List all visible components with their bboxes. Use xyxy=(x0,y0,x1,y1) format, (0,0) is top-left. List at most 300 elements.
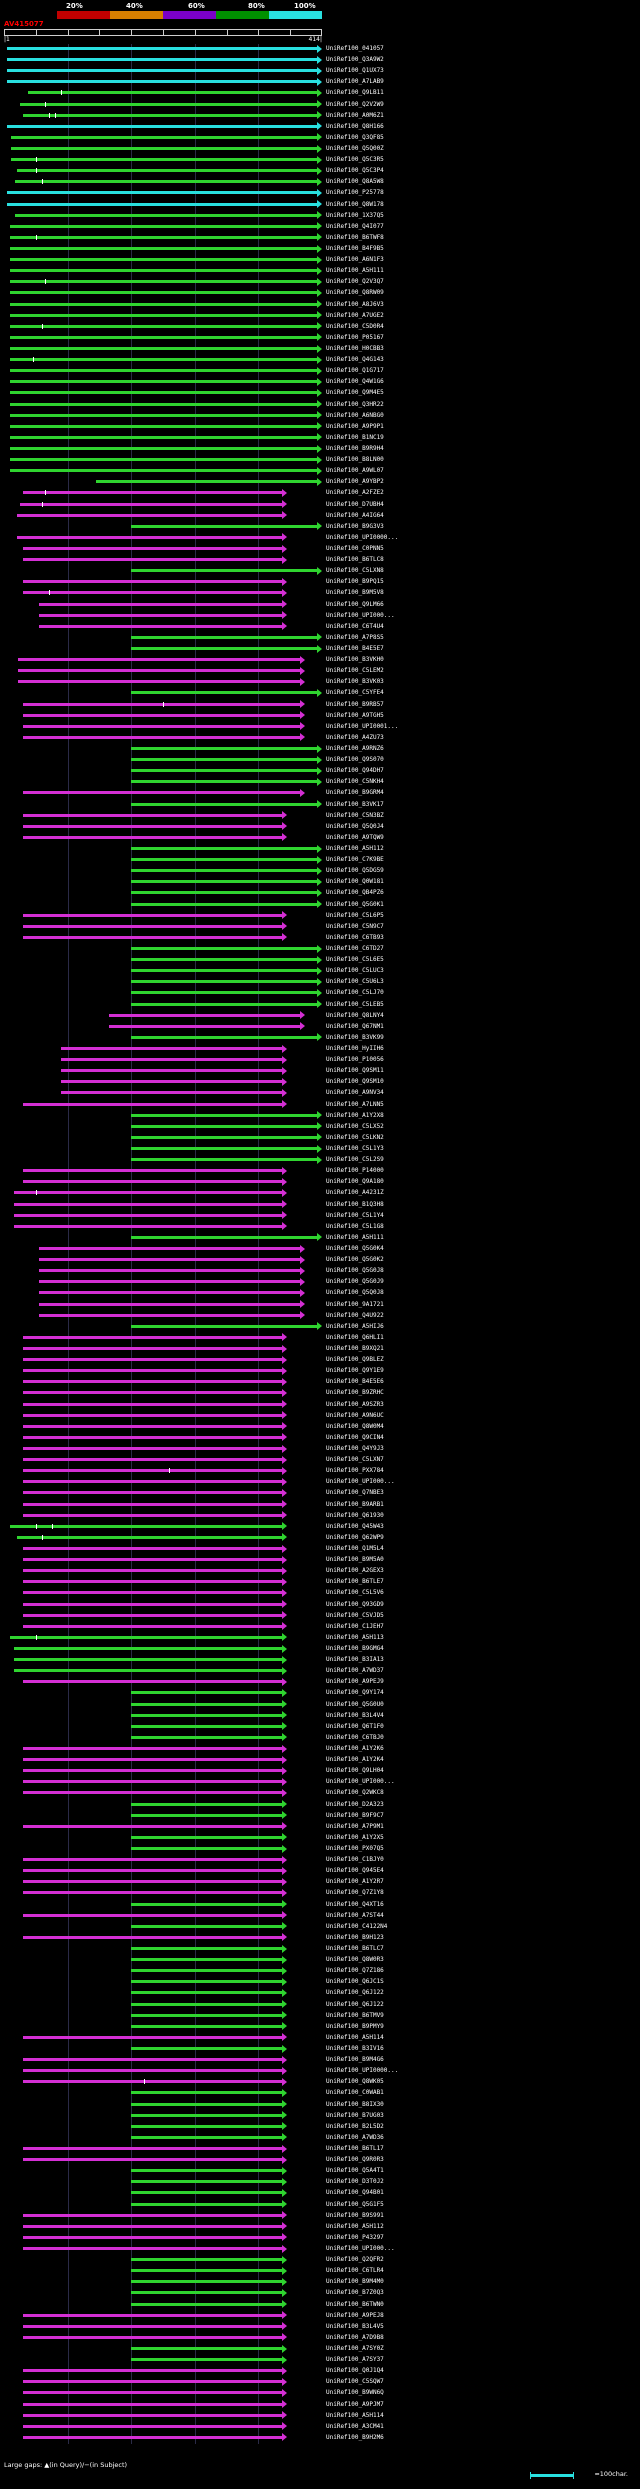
hit-label[interactable]: UniRef100_Q9R0R3 xyxy=(326,2156,384,2164)
hit-row[interactable] xyxy=(4,888,322,897)
hit-label[interactable]: UniRef100_B9R9H4 xyxy=(326,445,384,452)
hit-label[interactable]: UniRef100_B9G3V3 xyxy=(326,522,384,530)
hit-alignment-bar[interactable] xyxy=(131,2125,282,2128)
hit-row[interactable] xyxy=(4,388,322,397)
hit-label[interactable]: UniRef100_C5L1Y3 xyxy=(326,1145,384,1152)
hit-alignment-bar[interactable] xyxy=(131,1003,317,1006)
hit-alignment-bar[interactable] xyxy=(23,2325,282,2328)
hit-row[interactable] xyxy=(4,511,322,520)
hit-label[interactable]: UniRef100_A5H114 xyxy=(326,2411,384,2419)
hit-label[interactable]: UniRef100_Q9Y174 xyxy=(326,1689,384,1697)
hit-row[interactable] xyxy=(4,1622,322,1631)
hit-label[interactable]: UniRef100_B9H123 xyxy=(326,1933,384,1941)
hit-row[interactable] xyxy=(4,2100,322,2109)
hit-label[interactable]: UniRef100_A9SZR3 xyxy=(326,1400,384,1408)
hit-row[interactable] xyxy=(4,833,322,842)
hit-row[interactable] xyxy=(4,2033,322,2042)
hit-alignment-bar[interactable] xyxy=(23,558,282,561)
hit-alignment-bar[interactable] xyxy=(14,1669,283,1672)
hit-alignment-bar[interactable] xyxy=(131,2203,282,2206)
hit-alignment-bar[interactable] xyxy=(10,358,318,361)
hit-row[interactable] xyxy=(4,1955,322,1964)
hit-label[interactable]: UniRef100_Q4Y9J3 xyxy=(326,1445,384,1452)
hit-row[interactable] xyxy=(4,722,322,731)
hit-label[interactable]: UniRef100_A1Y2X5 xyxy=(326,1833,384,1841)
hit-alignment-bar[interactable] xyxy=(131,1714,282,1717)
hit-label[interactable]: UniRef100_Q2QFR2 xyxy=(326,2256,384,2264)
hit-row[interactable] xyxy=(4,1777,322,1786)
hit-alignment-bar[interactable] xyxy=(23,1491,282,1494)
hit-alignment-bar[interactable] xyxy=(61,1091,282,1094)
hit-alignment-bar[interactable] xyxy=(131,880,317,883)
hit-row[interactable] xyxy=(4,344,322,353)
hit-row[interactable] xyxy=(4,800,322,809)
hit-alignment-bar[interactable] xyxy=(131,2169,282,2172)
hit-row[interactable] xyxy=(4,2244,322,2253)
hit-row[interactable] xyxy=(4,977,322,986)
hit-alignment-bar[interactable] xyxy=(131,769,317,772)
hit-alignment-bar[interactable] xyxy=(131,2291,282,2294)
hit-label[interactable]: UniRef100_A5H111 xyxy=(326,267,384,275)
hit-label[interactable]: UniRef100_B6TMV9 xyxy=(326,2011,384,2019)
hit-label[interactable]: UniRef100_C5NKH4 xyxy=(326,778,384,786)
hit-alignment-bar[interactable] xyxy=(10,258,318,261)
hit-alignment-bar[interactable] xyxy=(39,625,282,628)
hit-label[interactable]: UniRef100_Q4U922 xyxy=(326,1311,384,1319)
hit-row[interactable] xyxy=(4,2288,322,2297)
hit-alignment-bar[interactable] xyxy=(7,47,317,50)
hit-label[interactable]: UniRef100_B6TL17 xyxy=(326,2145,384,2152)
hit-alignment-bar[interactable] xyxy=(131,1736,282,1739)
hit-alignment-bar[interactable] xyxy=(23,1614,282,1617)
hit-alignment-bar[interactable] xyxy=(131,1114,317,1117)
hit-label[interactable]: UniRef100_1X37Q5 xyxy=(326,211,384,219)
hit-alignment-bar[interactable] xyxy=(10,247,318,250)
hit-row[interactable] xyxy=(4,2388,322,2397)
hit-label[interactable]: UniRef100_Q45W43 xyxy=(326,1522,384,1530)
hit-alignment-bar[interactable] xyxy=(131,1903,282,1906)
hit-alignment-bar[interactable] xyxy=(61,1069,282,1072)
hit-row[interactable] xyxy=(4,266,322,275)
hit-alignment-bar[interactable] xyxy=(10,336,318,339)
hit-row[interactable] xyxy=(4,300,322,309)
hit-alignment-bar[interactable] xyxy=(23,2403,282,2406)
hit-label[interactable]: UniRef100_P25778 xyxy=(326,189,384,197)
hit-row[interactable] xyxy=(4,2222,322,2231)
hit-label[interactable]: UniRef100_C5LKN2 xyxy=(326,1133,384,1141)
hit-alignment-bar[interactable] xyxy=(20,103,317,106)
hit-row[interactable] xyxy=(4,711,322,720)
hit-row[interactable] xyxy=(4,1422,322,1431)
hit-alignment-bar[interactable] xyxy=(10,414,318,417)
hit-row[interactable] xyxy=(4,477,322,486)
hit-alignment-bar[interactable] xyxy=(23,114,317,117)
hit-alignment-bar[interactable] xyxy=(131,1147,317,1150)
hit-alignment-bar[interactable] xyxy=(131,1980,282,1983)
hit-row[interactable] xyxy=(4,222,322,231)
hit-row[interactable] xyxy=(4,2255,322,2264)
hit-alignment-bar[interactable] xyxy=(10,303,318,306)
hit-label[interactable]: UniRef100_C5N9C7 xyxy=(326,922,384,930)
hit-label[interactable]: UniRef100_A9TGH5 xyxy=(326,711,384,719)
hit-label[interactable]: UniRef100_D3T0J2 xyxy=(326,2178,384,2186)
hit-row[interactable] xyxy=(4,911,322,920)
hit-row[interactable] xyxy=(4,2044,322,2053)
hit-alignment-bar[interactable] xyxy=(131,525,317,528)
hit-label[interactable]: UniRef100_C6T4U4 xyxy=(326,622,384,630)
hit-alignment-bar[interactable] xyxy=(23,714,300,717)
hit-row[interactable] xyxy=(4,2377,322,2386)
hit-alignment-bar[interactable] xyxy=(17,1536,283,1539)
hit-row[interactable] xyxy=(4,1344,322,1353)
hit-alignment-bar[interactable] xyxy=(10,280,318,283)
hit-label[interactable]: UniRef100_Q3QF85 xyxy=(326,133,384,141)
hit-row[interactable] xyxy=(4,1266,322,1275)
hit-row[interactable] xyxy=(4,1588,322,1597)
hit-alignment-bar[interactable] xyxy=(17,536,283,539)
hit-alignment-bar[interactable] xyxy=(10,369,318,372)
hit-label[interactable]: UniRef100_A7SY37 xyxy=(326,2356,384,2364)
hit-label[interactable]: UniRef100_Q4G143 xyxy=(326,356,384,364)
hit-row[interactable] xyxy=(4,1122,322,1131)
hit-alignment-bar[interactable] xyxy=(10,236,318,239)
hit-row[interactable] xyxy=(4,1000,322,1009)
hit-alignment-bar[interactable] xyxy=(10,469,318,472)
hit-label[interactable]: UniRef100_Q2WKC8 xyxy=(326,1789,384,1797)
hit-row[interactable] xyxy=(4,933,322,942)
hit-alignment-bar[interactable] xyxy=(23,736,300,739)
hit-label[interactable]: UniRef100_C5U6L3 xyxy=(326,978,384,986)
hit-label[interactable]: UniRef100_B9M5V8 xyxy=(326,589,384,597)
hit-row[interactable] xyxy=(4,1166,322,1175)
hit-row[interactable] xyxy=(4,255,322,264)
hit-label[interactable]: UniRef100_B9GRM4 xyxy=(326,789,384,797)
hit-label[interactable]: UniRef100_Q8W178 xyxy=(326,200,384,208)
hit-alignment-bar[interactable] xyxy=(23,1914,282,1917)
hit-alignment-bar[interactable] xyxy=(109,1014,300,1017)
hit-row[interactable] xyxy=(4,166,322,175)
hit-label[interactable]: UniRef100_Q67NM1 xyxy=(326,1022,384,1030)
hit-alignment-bar[interactable] xyxy=(61,1047,282,1050)
hit-row[interactable] xyxy=(4,733,322,742)
hit-row[interactable] xyxy=(4,2422,322,2431)
hit-alignment-bar[interactable] xyxy=(23,1336,282,1339)
hit-alignment-bar[interactable] xyxy=(131,1991,282,1994)
hit-alignment-bar[interactable] xyxy=(18,658,299,661)
hit-label[interactable]: UniRef100_C5N3BZ xyxy=(326,811,384,819)
hit-alignment-bar[interactable] xyxy=(131,1803,282,1806)
hit-row[interactable] xyxy=(4,555,322,564)
hit-row[interactable] xyxy=(4,1044,322,1053)
hit-alignment-bar[interactable] xyxy=(10,380,318,383)
hit-row[interactable] xyxy=(4,2077,322,2086)
hit-row[interactable] xyxy=(4,1844,322,1853)
hit-label[interactable]: UniRef100_B1Q3H8 xyxy=(326,1200,384,1208)
hit-alignment-bar[interactable] xyxy=(131,1236,317,1239)
hit-label[interactable]: UniRef100_Q6JC1S xyxy=(326,1978,384,1986)
hit-alignment-bar[interactable] xyxy=(131,1158,317,1161)
hit-label[interactable]: UniRef100_Q1M5L4 xyxy=(326,1545,384,1552)
hit-row[interactable] xyxy=(4,155,322,164)
hit-label[interactable]: UniRef100_Q8WK05 xyxy=(326,2078,384,2086)
hit-label[interactable]: UniRef100_Q9LH04 xyxy=(326,1767,384,1775)
hit-row[interactable] xyxy=(4,2111,322,2120)
hit-label[interactable]: UniRef100_A7WD37 xyxy=(326,1667,384,1675)
hit-alignment-bar[interactable] xyxy=(131,2103,282,2106)
hit-label[interactable]: UniRef100_P10056 xyxy=(326,1056,384,1064)
hit-label[interactable]: UniRef100_Q1G717 xyxy=(326,367,384,375)
hit-row[interactable] xyxy=(4,188,322,197)
hit-label[interactable]: UniRef100_C1BJY0 xyxy=(326,1856,384,1864)
hit-row[interactable] xyxy=(4,77,322,86)
hit-alignment-bar[interactable] xyxy=(131,847,317,850)
hit-alignment-bar[interactable] xyxy=(131,2047,282,2050)
hit-alignment-bar[interactable] xyxy=(131,2091,282,2094)
hit-alignment-bar[interactable] xyxy=(39,1269,300,1272)
hit-label[interactable]: UniRef100_C5LJ70 xyxy=(326,989,384,997)
hit-alignment-bar[interactable] xyxy=(131,636,317,639)
hit-label[interactable]: UniRef100_B3VK99 xyxy=(326,1033,384,1041)
hit-alignment-bar[interactable] xyxy=(14,1647,283,1650)
hit-row[interactable] xyxy=(4,1644,322,1653)
hit-alignment-bar[interactable] xyxy=(131,691,317,694)
hit-row[interactable] xyxy=(4,1577,322,1586)
hit-label[interactable]: UniRef100_PX07Q5 xyxy=(326,1845,384,1852)
hit-alignment-bar[interactable] xyxy=(131,958,317,961)
hit-row[interactable] xyxy=(4,1433,322,1442)
hit-alignment-bar[interactable] xyxy=(131,1814,282,1817)
hit-alignment-bar[interactable] xyxy=(131,947,317,950)
hit-alignment-bar[interactable] xyxy=(10,447,318,450)
hit-row[interactable] xyxy=(4,2400,322,2409)
hit-alignment-bar[interactable] xyxy=(23,1180,282,1183)
hit-row[interactable] xyxy=(4,1177,322,1186)
hit-label[interactable]: UniRef100_UPI0000... xyxy=(326,2067,399,2075)
hit-alignment-bar[interactable] xyxy=(28,91,317,94)
hit-row[interactable] xyxy=(4,2211,322,2220)
hit-alignment-bar[interactable] xyxy=(131,1691,282,1694)
hit-label[interactable]: UniRef100_C5SQW7 xyxy=(326,2378,384,2386)
hit-label[interactable]: UniRef100_Q8W0M4 xyxy=(326,1422,384,1430)
hit-row[interactable] xyxy=(4,611,322,620)
hit-row[interactable] xyxy=(4,1311,322,1320)
hit-alignment-bar[interactable] xyxy=(23,1558,282,1561)
hit-alignment-bar[interactable] xyxy=(10,436,318,439)
hit-label[interactable]: UniRef100_Q7NBE3 xyxy=(326,1489,384,1497)
hit-alignment-bar[interactable] xyxy=(11,158,317,161)
hit-row[interactable] xyxy=(4,700,322,709)
hit-label[interactable]: UniRef100_Q4XT16 xyxy=(326,1900,384,1908)
hit-alignment-bar[interactable] xyxy=(61,1058,282,1061)
hit-row[interactable] xyxy=(4,322,322,331)
hit-label[interactable]: UniRef100_A9PEJ9 xyxy=(326,1678,384,1686)
hit-row[interactable] xyxy=(4,744,322,753)
hit-label[interactable]: UniRef100_Q2V2W9 xyxy=(326,100,384,108)
hit-alignment-bar[interactable] xyxy=(23,1480,282,1483)
hit-alignment-bar[interactable] xyxy=(23,1769,282,1772)
hit-label[interactable]: UniRef100_Q5G0K1 xyxy=(326,900,384,908)
hit-row[interactable] xyxy=(4,400,322,409)
hit-row[interactable] xyxy=(4,211,322,220)
hit-label[interactable]: UniRef100_B6TLC7 xyxy=(326,1945,384,1952)
hit-alignment-bar[interactable] xyxy=(23,1103,282,1106)
hit-row[interactable] xyxy=(4,900,322,909)
hit-label[interactable]: UniRef100_B6TLE7 xyxy=(326,1578,384,1586)
hit-label[interactable]: UniRef100_A1Y2K4 xyxy=(326,1756,384,1764)
hit-row[interactable] xyxy=(4,1700,322,1709)
hit-label[interactable]: UniRef100_Q6J122 xyxy=(326,2000,384,2008)
hit-alignment-bar[interactable] xyxy=(131,1925,282,1928)
hit-label[interactable]: UniRef100_B6TWN0 xyxy=(326,2300,384,2308)
hit-alignment-bar[interactable] xyxy=(131,858,317,861)
hit-row[interactable] xyxy=(4,1400,322,1409)
hit-label[interactable]: UniRef100_B8IX30 xyxy=(326,2100,384,2108)
hit-row[interactable] xyxy=(4,1655,322,1664)
hit-row[interactable] xyxy=(4,533,322,542)
hit-alignment-bar[interactable] xyxy=(131,1725,282,1728)
hit-label[interactable]: UniRef100_C0PNN5 xyxy=(326,545,384,552)
hit-alignment-bar[interactable] xyxy=(131,647,317,650)
hit-row[interactable] xyxy=(4,566,322,575)
hit-row[interactable] xyxy=(4,1300,322,1309)
hit-label[interactable]: UniRef100_C6TBJ0 xyxy=(326,1733,384,1741)
hit-label[interactable]: UniRef100_Q9BLEZ xyxy=(326,1356,384,1364)
hit-row[interactable] xyxy=(4,44,322,53)
hit-alignment-bar[interactable] xyxy=(23,1503,282,1506)
hit-row[interactable] xyxy=(4,2055,322,2064)
hit-alignment-bar[interactable] xyxy=(131,1136,317,1139)
hit-alignment-bar[interactable] xyxy=(18,680,299,683)
hit-alignment-bar[interactable] xyxy=(23,1436,282,1439)
hit-alignment-bar[interactable] xyxy=(23,2214,282,2217)
hit-row[interactable] xyxy=(4,1811,322,1820)
hit-label[interactable]: UniRef100_Q7Z186 xyxy=(326,1967,384,1975)
hit-row[interactable] xyxy=(4,2311,322,2320)
hit-alignment-bar[interactable] xyxy=(131,758,317,761)
hit-row[interactable] xyxy=(4,1711,322,1720)
hit-alignment-bar[interactable] xyxy=(131,747,317,750)
hit-alignment-bar[interactable] xyxy=(96,480,317,483)
hit-alignment-bar[interactable] xyxy=(39,1314,300,1317)
hit-alignment-bar[interactable] xyxy=(131,2258,282,2261)
hit-row[interactable] xyxy=(4,1111,322,1120)
hit-row[interactable] xyxy=(4,1011,322,1020)
hit-alignment-bar[interactable] xyxy=(131,2269,282,2272)
hit-row[interactable] xyxy=(4,766,322,775)
hit-label[interactable]: UniRef100_C5LEM2 xyxy=(326,667,384,675)
hit-label[interactable]: UniRef100_P05167 xyxy=(326,333,384,341)
hit-label[interactable]: UniRef100_Q5G1F5 xyxy=(326,2200,384,2208)
hit-row[interactable] xyxy=(4,1755,322,1764)
hit-alignment-bar[interactable] xyxy=(23,825,282,828)
hit-row[interactable] xyxy=(4,1444,322,1453)
hit-label[interactable]: UniRef100_B9H2M6 xyxy=(326,2433,384,2441)
hit-label[interactable]: UniRef100_A2GEX3 xyxy=(326,1567,384,1575)
hit-label[interactable]: UniRef100_A7ST44 xyxy=(326,1911,384,1919)
hit-alignment-bar[interactable] xyxy=(23,814,282,817)
hit-label[interactable]: UniRef100_A5H112 xyxy=(326,845,384,852)
hit-row[interactable] xyxy=(4,2155,322,2164)
hit-row[interactable] xyxy=(4,1488,322,1497)
hit-alignment-bar[interactable] xyxy=(23,2236,282,2239)
hit-alignment-bar[interactable] xyxy=(23,2158,282,2161)
hit-label[interactable]: UniRef100_C4122N4 xyxy=(326,1922,388,1930)
hit-alignment-bar[interactable] xyxy=(10,347,318,350)
hit-alignment-bar[interactable] xyxy=(23,2336,282,2339)
hit-row[interactable] xyxy=(4,877,322,886)
hit-row[interactable] xyxy=(4,2166,322,2175)
hit-row[interactable] xyxy=(4,1200,322,1209)
hit-label[interactable]: UniRef100_C5LX52 xyxy=(326,1122,384,1130)
hit-label[interactable]: UniRef100_C1JEH7 xyxy=(326,1622,384,1630)
hit-row[interactable] xyxy=(4,1822,322,1831)
hit-row[interactable] xyxy=(4,466,322,475)
hit-row[interactable] xyxy=(4,2177,322,2186)
hit-label[interactable]: UniRef100_A5H112 xyxy=(326,2222,384,2230)
hit-label[interactable]: UniRef100_A9WL07 xyxy=(326,467,384,475)
hit-row[interactable] xyxy=(4,2411,322,2420)
hit-label[interactable]: UniRef100_A9PEJ8 xyxy=(326,2311,384,2319)
hit-label[interactable]: UniRef100_Q0J1Q4 xyxy=(326,2367,384,2375)
hit-alignment-bar[interactable] xyxy=(131,1947,282,1950)
hit-label[interactable]: UniRef100_B9WN6Q xyxy=(326,2389,384,2397)
hit-label[interactable]: UniRef100_Q8W0R3 xyxy=(326,1956,384,1964)
hit-row[interactable] xyxy=(4,333,322,342)
hit-alignment-bar[interactable] xyxy=(15,214,317,217)
hit-row[interactable] xyxy=(4,822,322,831)
hit-alignment-bar[interactable] xyxy=(23,1469,282,1472)
hit-row[interactable] xyxy=(4,2433,322,2442)
hit-row[interactable] xyxy=(4,2133,322,2142)
hit-row[interactable] xyxy=(4,1788,322,1797)
hit-alignment-bar[interactable] xyxy=(10,458,318,461)
hit-row[interactable] xyxy=(4,844,322,853)
hit-alignment-bar[interactable] xyxy=(23,2069,282,2072)
hit-label[interactable]: UniRef100_Q3A9W2 xyxy=(326,56,384,64)
hit-row[interactable] xyxy=(4,1544,322,1553)
hit-alignment-bar[interactable] xyxy=(23,703,300,706)
hit-row[interactable] xyxy=(4,644,322,653)
hit-row[interactable] xyxy=(4,1233,322,1242)
hit-alignment-bar[interactable] xyxy=(14,1214,283,1217)
hit-label[interactable]: UniRef100_Q3HR22 xyxy=(326,400,384,408)
hit-label[interactable]: UniRef100_A7D9B8 xyxy=(326,2333,384,2341)
hit-alignment-bar[interactable] xyxy=(23,2391,282,2394)
hit-alignment-bar[interactable] xyxy=(131,2014,282,2017)
hit-row[interactable] xyxy=(4,1455,322,1464)
hit-alignment-bar[interactable] xyxy=(23,925,282,928)
hit-row[interactable] xyxy=(4,2088,322,2097)
hit-row[interactable] xyxy=(4,1688,322,1697)
hit-row[interactable] xyxy=(4,1533,322,1542)
hit-alignment-bar[interactable] xyxy=(131,2191,282,2194)
hit-alignment-bar[interactable] xyxy=(23,1825,282,1828)
hit-alignment-bar[interactable] xyxy=(39,1258,300,1261)
hit-row[interactable] xyxy=(4,377,322,386)
hit-label[interactable]: UniRef100_Q7Z1Y8 xyxy=(326,1889,384,1897)
hit-label[interactable]: UniRef100_Q6J122 xyxy=(326,1989,384,1997)
hit-alignment-bar[interactable] xyxy=(10,1525,283,1528)
hit-alignment-bar[interactable] xyxy=(23,1780,282,1783)
hit-alignment-bar[interactable] xyxy=(131,2025,282,2028)
hit-label[interactable]: UniRef100_C6TB93 xyxy=(326,933,384,941)
hit-label[interactable]: UniRef100_Q5G0K2 xyxy=(326,1256,384,1264)
hit-label[interactable]: UniRef100_B9GMG4 xyxy=(326,1645,384,1652)
hit-row[interactable] xyxy=(4,1733,322,1742)
hit-row[interactable] xyxy=(4,600,322,609)
hit-label[interactable]: UniRef100_Q94DH7 xyxy=(326,767,384,775)
hit-alignment-bar[interactable] xyxy=(10,425,318,428)
